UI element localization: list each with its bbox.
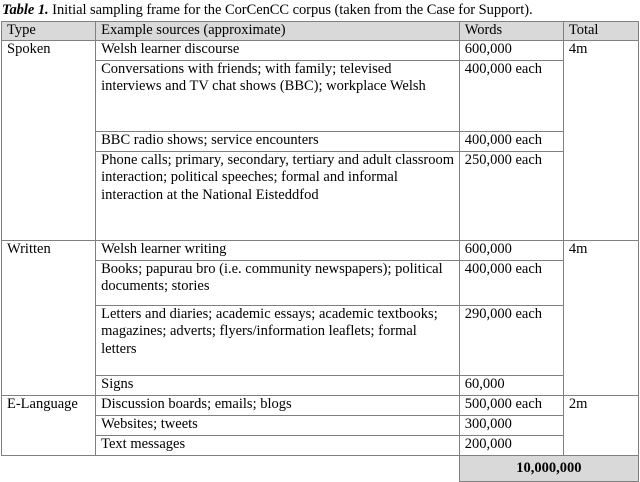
table-header-row (2, 22, 639, 41)
words-cell: 400,000 each (459, 132, 563, 152)
type-cell-e-language: E-Language (2, 396, 96, 456)
table-row (2, 261, 639, 306)
total-cell-written: 4m (563, 241, 638, 396)
words-cell: 400,000 each (459, 61, 563, 132)
source-cell: Letters and diaries; academic essays; academic textbooks; magazines; adverts; flyers/information leaflets; formal letters (96, 306, 460, 376)
source-cell: Text messages (96, 436, 460, 456)
words-cell: 600,000 (459, 241, 563, 261)
source-cell: Signs (96, 376, 460, 396)
column-header-total: Total (563, 22, 638, 41)
table-row (2, 396, 639, 416)
words-cell: 300,000 (459, 416, 563, 436)
source-cell: Discussion boards; emails; blogs (96, 396, 460, 416)
sampling-frame-table (1, 21, 639, 482)
type-cell-spoken: Spoken (2, 41, 96, 241)
table-row (2, 436, 639, 456)
grand-total-spacer (96, 456, 460, 482)
words-cell: 250,000 each (459, 152, 563, 241)
table-row (2, 241, 639, 261)
table-caption (0, 0, 640, 21)
table-row (2, 41, 639, 61)
column-header-sources: Example sources (approximate) (96, 22, 460, 41)
caption-text: Initial sampling frame for the CorCenCC corpus (taken from the Case for Support). (48, 2, 533, 18)
table-row (2, 132, 639, 152)
source-cell: Websites; tweets (96, 416, 460, 436)
caption-label: Table 1. (2, 2, 49, 18)
column-header-type: Type (2, 22, 96, 41)
words-cell: 400,000 each (459, 261, 563, 306)
source-cell: Phone calls; primary, secondary, tertiary and adult classroom interaction; political speeches; formal and informal interaction at the National Eisteddfod (96, 152, 460, 241)
column-header-words: Words (459, 22, 563, 41)
source-cell: Welsh learner discourse (96, 41, 460, 61)
table-body (2, 41, 639, 482)
words-cell: 500,000 each (459, 396, 563, 416)
grand-total-spacer (2, 456, 96, 482)
source-cell: Books; papurau bro (i.e. community newspapers); political documents; stories (96, 261, 460, 306)
table-row (2, 376, 639, 396)
total-cell-e-language: 2m (563, 396, 638, 456)
words-cell: 60,000 (459, 376, 563, 396)
words-cell: 200,000 (459, 436, 563, 456)
type-cell-written: Written (2, 241, 96, 396)
table-row (2, 61, 639, 132)
table-row (2, 416, 639, 436)
words-cell: 600,000 (459, 41, 563, 61)
source-cell: BBC radio shows; service encounters (96, 132, 460, 152)
table-row (2, 152, 639, 241)
grand-total-value: 10,000,000 (459, 456, 638, 482)
source-cell: Welsh learner writing (96, 241, 460, 261)
grand-total-row (2, 456, 639, 482)
table-row (2, 306, 639, 376)
total-cell-spoken: 4m (563, 41, 638, 241)
table-header (2, 22, 639, 41)
source-cell: Conversations with friends; with family; televised interviews and TV chat shows (BBC); workplace Welsh (96, 61, 460, 132)
words-cell: 290,000 each (459, 306, 563, 376)
